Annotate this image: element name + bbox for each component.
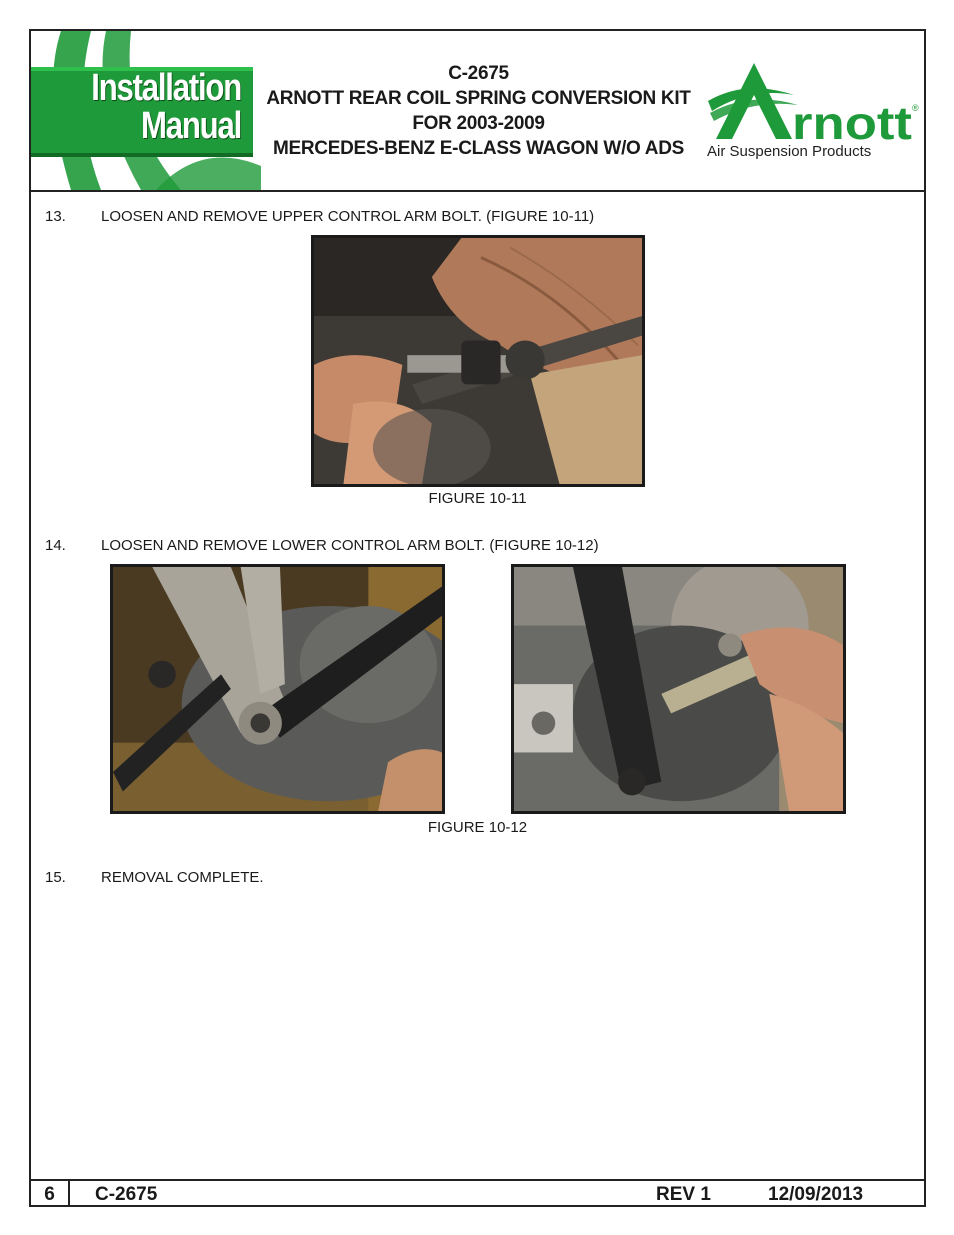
footer-revision: REV 1 [656,1184,711,1205]
step-text: LOOSEN AND REMOVE LOWER CONTROL ARM BOLT. (FIGURE 10-12) [101,537,599,554]
registered-mark: ® [912,103,919,113]
logo-tagline: Air Suspension Products [707,143,872,160]
footer [31,1179,924,1207]
title-line-1: C-2675 [448,63,509,84]
footer-date: 12/09/2013 [768,1184,864,1205]
badge-line-manual: Manual [141,105,241,147]
figure-10-12-photo-left [110,564,445,814]
page-number: 6 [31,1181,70,1207]
lower-control-arm-photo-left-graphic [113,567,442,811]
page-frame [29,29,926,1207]
step-number: 14. [45,537,66,554]
figure-10-11-photo [311,235,645,487]
figure-10-12-caption: FIGURE 10-12 [427,819,528,836]
title-line-3: FOR 2003-2009 [412,113,545,134]
lower-control-arm-photo-right-graphic [514,567,843,811]
logo-wordmark: rnott [792,97,912,149]
document-title [266,61,691,161]
step-text: REMOVAL COMPLETE. [101,869,264,886]
upper-control-arm-photo-graphic [314,238,642,484]
figure-10-11-caption: FIGURE 10-11 [428,490,527,507]
step-number: 15. [45,869,66,886]
badge-title [69,69,241,145]
footer-kit-code: C-2675 [95,1184,158,1205]
title-line-2: ARNOTT REAR COIL SPRING CONVERSION KIT [266,88,691,109]
installation-manual-badge [31,31,261,190]
title-line-4: MERCEDES-BENZ E-CLASS WAGON W/O ADS [272,138,685,159]
badge-line-installation: Installation [91,67,241,109]
step-text: LOOSEN AND REMOVE UPPER CONTROL ARM BOLT. (FIGURE 10-11) [101,208,595,225]
step-number: 13. [45,208,66,225]
header [31,31,924,192]
figure-10-12-photo-right [511,564,846,814]
